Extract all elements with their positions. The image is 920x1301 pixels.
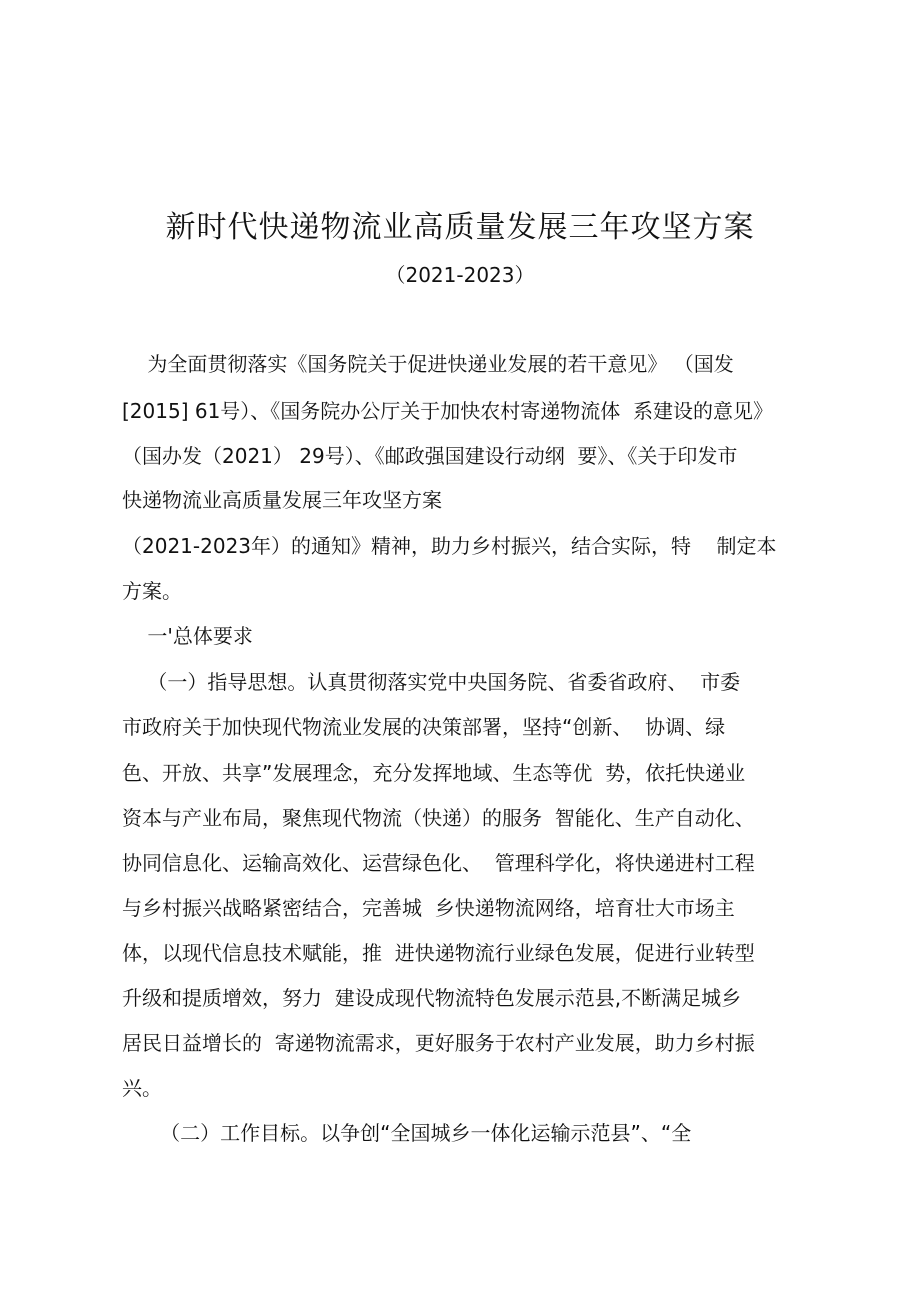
paragraph-line: 升级和提质增效，努力 建设成现代物流特色发展示范县,不断满足城乡 xyxy=(122,986,742,1010)
paragraph-line: 兴。 xyxy=(122,1076,162,1100)
paragraph-line: 快递物流业高质量发展三年攻坚方案 xyxy=(122,488,442,512)
paragraph-line: （国办发（2021） 29号）、《邮政强国建设行动纲 要》、《关于印发市 xyxy=(122,444,738,468)
paragraph-line: （一）指导思想。认真贯彻落实党中央国务院、省委省政府、 市委 xyxy=(122,670,741,694)
paragraph-line: 体，以现代信息技术赋能，推 进快递物流行业绿色发展，促进行业转型 xyxy=(122,941,755,965)
paragraph-line: 为全面贯彻落实《国务院关于促进快递业发展的若干意见》 （国发 xyxy=(122,352,734,376)
paragraph-line: 协同信息化、运输高效化、运营绿色化、 管理科学化，将快递进村工程 xyxy=(122,851,755,875)
paragraph-line: 居民日益增长的 寄递物流需求，更好服务于农村产业发展，助力乡村振 xyxy=(122,1031,755,1055)
document-subtitle: （2021-2023） xyxy=(385,263,535,287)
paragraph-line: [2015] 61号）、《国务院办公厅关于加快农村寄递物流体 系建设的意见》 xyxy=(122,399,774,423)
paragraph-line: 色、开放、共享”发展理念，充分发挥地域、生态等优 势，依托快递业 xyxy=(122,761,746,785)
document-title: 新时代快递物流业高质量发展三年攻坚方案 xyxy=(165,210,755,245)
paragraph-line: 资本与产业布局，聚焦现代物流（快递）的服务 智能化、生产自动化、 xyxy=(122,806,755,830)
paragraph-line: （2021-2023年）的通知》精神，助力乡村振兴，结合实际，特 制定本 xyxy=(122,534,777,558)
paragraph-line: （二）工作目标。以争创“全国城乡一体化运输示范县”、“全 xyxy=(122,1121,692,1145)
paragraph-line: 与乡村振兴战略紧密结合，完善城 乡快递物流网络，培育壮大市场主 xyxy=(122,896,735,920)
paragraph-line: 市政府关于加快现代物流业发展的决策部署，坚持“创新、 协调、绿 xyxy=(122,715,726,739)
paragraph-line: 方案。 xyxy=(122,579,182,603)
section-heading: 一'总体要求 xyxy=(122,624,253,648)
